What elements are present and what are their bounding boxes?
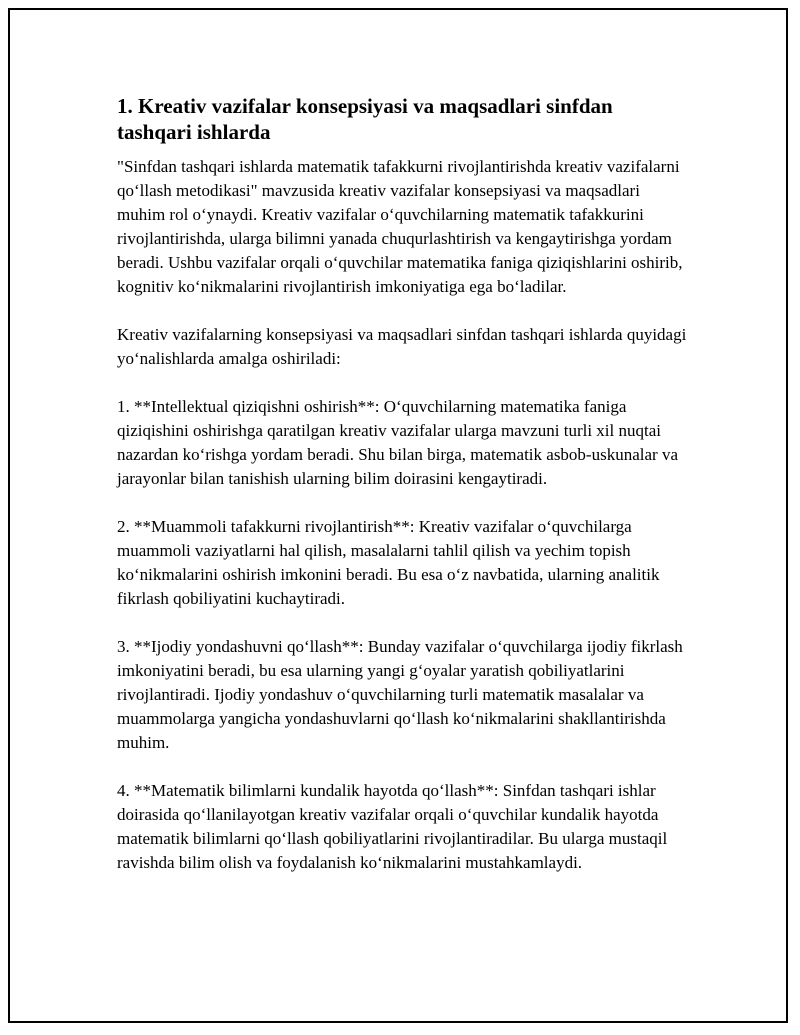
document-body (117, 93, 692, 899)
paragraph-directions: Kreativ vazifalarning konsepsiyasi va maqsadlari sinfdan tashqari ishlarda quyidagi yo‘nalishlarda amalga oshiriladi: (117, 325, 687, 368)
paragraph-point-3: 3. **Ijodiy yondashuvni qo‘llash**: Bunday vazifalar o‘quvchilarga ijodiy fikrlash imkoniyatini beradi, bu esa ularning yangi g‘oyalar yaratish qobiliyatlarini rivojlantiradi. Ijodiy yondashuv o‘quvchilarning turli matematik masalalar va muammolarga yangicha yondashuvlarni qo‘llash ko‘nikmalarini shakllantirishda muhim. (117, 637, 683, 752)
paragraph-point-2: 2. **Muammoli tafakkurni rivojlantirish**: Kreativ vazifalar o‘quvchilarga muammoli vaziyatlarni hal qilish, masalalarni tahlil qilish va yechim topish ko‘nikmalarini oshirish imkonini beradi. Bu esa o‘z navbatida, ularning analitik fikrlash qobiliyatini kuchaytiradi. (117, 517, 660, 608)
section-heading: 1. Kreativ vazifalar konsepsiyasi va maqsadlari sinfdan tashqari ishlarda (117, 94, 613, 144)
paragraph-point-1: 1. **Intellektual qiziqishni oshirish**: O‘quvchilarning matematika faniga qiziqishini oshirishga qaratilgan kreativ vazifalar ularga mavzuni turli xil nuqtai nazardan ko‘rishga yordam beradi. Shu bilan birga, matematik asbob-uskunalar va jarayonlar bilan tanishish ularning bilim doirasini kengaytiradi. (117, 397, 678, 488)
paragraph-point-4: 4. **Matematik bilimlarni kundalik hayotda qo‘llash**: Sinfdan tashqari ishlar doirasida qo‘llanilayotgan kreativ vazifalar orqali o‘quvchilar kundalik hayotda matematik bilimlarni qo‘llash qobiliyatlarini rivojlantiradilar. Bu ularga mustaqil ravishda bilim olish va foydalanish ko‘nikmalarini mustahkamlaydi. (117, 781, 668, 872)
paragraph-intro: "Sinfdan tashqari ishlarda matematik tafakkurni rivojlantirishda kreativ vazifalarni qo‘llash metodikasi" mavzusida kreativ vazifalar konsepsiyasi va maqsadlari muhim rol o‘ynaydi. Kreativ vazifalar o‘quvchilarning matematik tafakkurini rivojlantirishda, ularga bilimni yanada chuqurlashtirish va kengaytirishga yordam beradi. Ushbu vazifalar orqali o‘quvchilar matematika faniga qiziqishlarini oshirib, kognitiv ko‘nikmalarini rivojlantirish imkoniyatiga ega bo‘ladilar. (117, 157, 683, 296)
